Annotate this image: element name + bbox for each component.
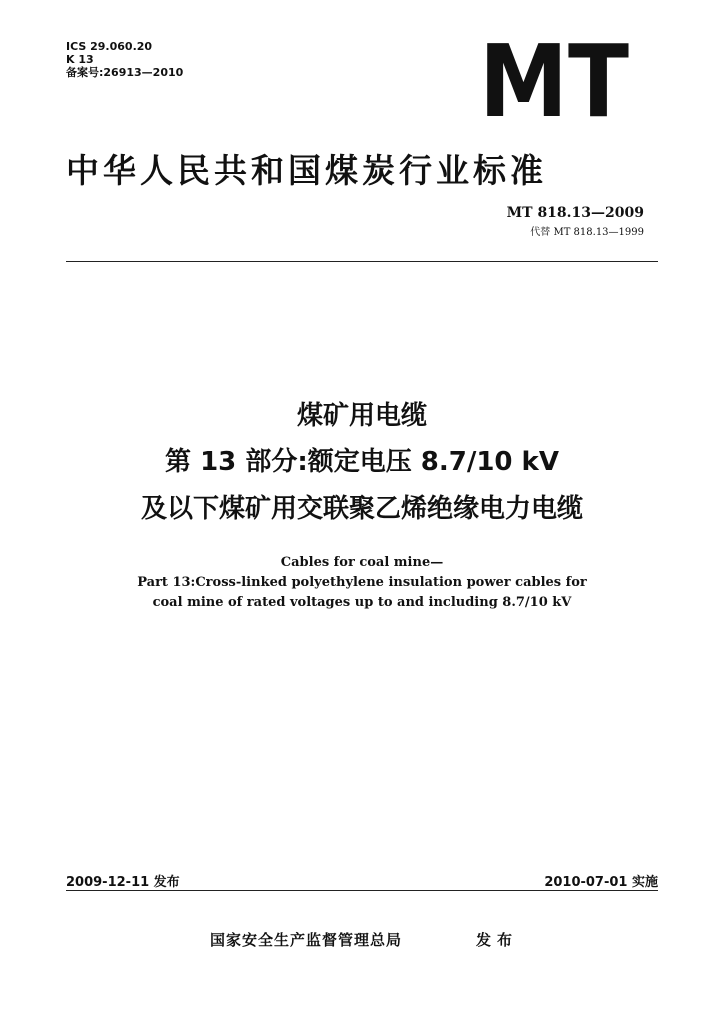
issuing-authority: 国家安全生产监督管理总局 — [210, 931, 403, 949]
standard-number: MT 818.13—2009 — [506, 205, 644, 221]
record-number: 备案号:26913—2010 — [66, 66, 184, 79]
mt-logo-text: MT — [479, 42, 629, 120]
title-en-line-2: Part 13:Cross-linked polyethylene insulation power cables for — [137, 575, 587, 590]
title-en-line-3: coal mine of rated voltages up to and including 8.7/10 kV — [152, 595, 572, 610]
title-en — [0, 553, 724, 613]
ics-code: ICS 29.060.20 — [66, 40, 153, 53]
industry-standard-title: 中华人民共和国煤炭行业标准 — [66, 151, 547, 190]
replaces-standard: 代替 MT 818.13—1999 — [530, 227, 644, 238]
standard-number-block — [507, 205, 644, 238]
bottom-divider — [66, 890, 658, 891]
document-metadata — [66, 40, 183, 79]
top-divider — [66, 261, 658, 262]
issue-date: 2009-12-11 发布 — [66, 875, 180, 890]
title-en-line-1: Cables for coal mine— — [280, 555, 444, 570]
ccs-code: K 13 — [66, 53, 94, 66]
effective-date: 2010-07-01 实施 — [544, 875, 658, 890]
title-cn-line-1: 煤矿用电缆 — [296, 401, 427, 431]
title-cn-line-2: 第 13 部分:额定电压 8.7/10 kV — [165, 447, 559, 477]
issue-action: 发布 — [476, 931, 519, 949]
mt-logo — [476, 42, 632, 120]
title-cn-line-3: 及以下煤矿用交联聚乙烯绝缘电力电缆 — [140, 494, 583, 524]
